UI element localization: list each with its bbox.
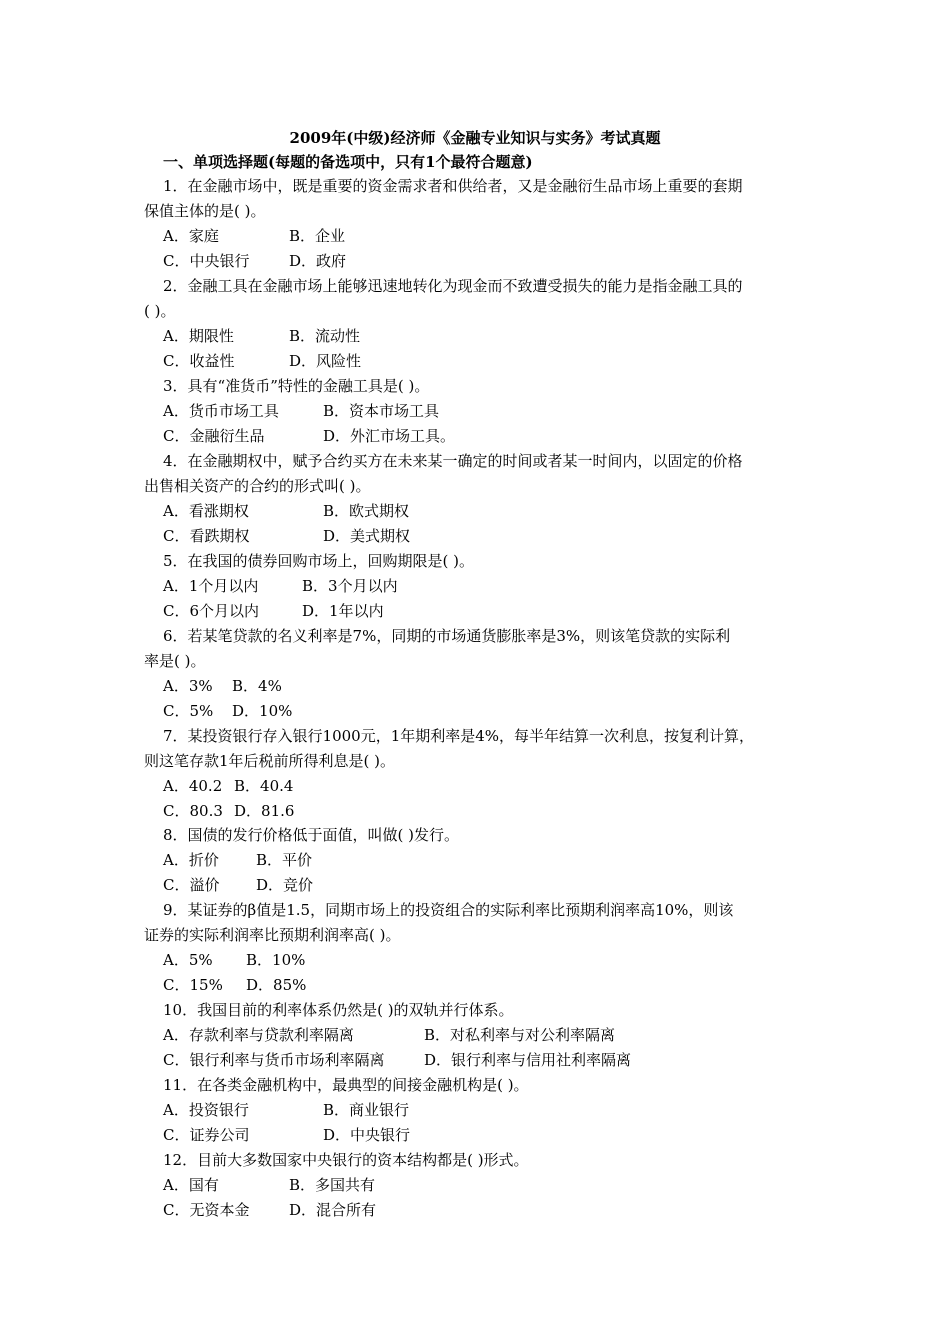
answer-option: C．金融衍生品 [163,427,265,445]
answer-option: B．对私利率与对公利率隔离 [424,1026,616,1044]
question-text: 1．在金融市场中，既是重要的资金需求者和供给者，又是金融衍生品市场上重要的套期 [163,177,743,195]
answer-option: B．流动性 [289,327,361,345]
answer-option: D．1年以内 [302,602,384,620]
answer-option: B．平价 [256,851,313,869]
question-text-continued: 则这笔存款1年后税前所得利息是( )。 [144,752,396,770]
answer-option: A．货币市场工具 [163,402,279,420]
question-text: 10．我国目前的利率体系仍然是( )的双轨并行体系。 [163,1001,514,1019]
answer-option: D．外汇市场工具。 [323,427,456,445]
answer-option: A．存款利率与贷款利率隔离 [163,1026,354,1044]
question-text: 4．在金融期权中，赋予合约买方在未来某一确定的时间或者某一时间内，以固定的价格 [163,452,743,470]
question-text-continued: ( )。 [144,302,176,320]
question-text: 6．若某笔贷款的名义利率是7%，同期的市场通货膨胀率是3%，则该笔贷款的实际利 [163,627,731,645]
answer-option: D．美式期权 [323,527,411,545]
question-text: 2．金融工具在金融市场上能够迅速地转化为现金而不致遭受损失的能力是指金融工具的 [163,277,743,295]
answer-option: B．3个月以内 [302,577,398,595]
answer-option: D．81.6 [234,802,295,820]
answer-option: B．多国共有 [289,1176,376,1194]
answer-option: A．期限性 [163,327,234,345]
answer-option: D．混合所有 [289,1201,377,1219]
answer-option: B．4% [232,677,282,695]
answer-option: B．10% [246,951,306,969]
answer-option: A．国有 [163,1176,219,1194]
question-text: 12．目前大多数国家中央银行的资本结构都是( )形式。 [163,1151,529,1169]
answer-option: D．银行利率与信用社利率隔离 [424,1051,632,1069]
answer-option: C．15% [163,976,223,994]
answer-option: B．资本市场工具 [323,402,440,420]
answer-option: A．3% [163,677,213,695]
answer-option: C．6个月以内 [163,602,260,620]
answer-option: A．40.2 [163,777,223,795]
answer-option: C．80.3 [163,802,223,820]
answer-option: D．中央银行 [323,1126,411,1144]
answer-option: A．家庭 [163,227,219,245]
document-title: 2009年(中级)经济师《金融专业知识与实务》考试真题 [289,129,661,147]
answer-option: D．竞价 [256,876,314,894]
question-text: 5．在我国的债券回购市场上，回购期限是( )。 [163,552,475,570]
answer-option: C．看跌期权 [163,527,250,545]
answer-option: D．政府 [289,252,347,270]
answer-option: C．中央银行 [163,252,250,270]
answer-option: D．10% [232,702,293,720]
answer-option: B．企业 [289,227,346,245]
answer-option: B．欧式期权 [323,502,410,520]
answer-option: B．商业银行 [323,1101,410,1119]
question-text-continued: 出售相关资产的合约的形式叫( )。 [144,477,371,495]
answer-option: A．5% [163,951,213,969]
question-text: 8．国债的发行价格低于面值，叫做( )发行。 [163,826,460,844]
question-text-continued: 保值主体的是( )。 [144,202,266,220]
answer-option: C．证券公司 [163,1126,250,1144]
question-text: 11．在各类金融机构中，最典型的间接金融机构是( )。 [163,1076,529,1094]
answer-option: B．40.4 [234,777,294,795]
answer-option: A．折价 [163,851,219,869]
answer-option: C．收益性 [163,352,235,370]
question-text: 3．具有“准货币”特性的金融工具是( )。 [163,377,430,395]
answer-option: C．5% [163,702,214,720]
answer-option: C．银行利率与货币市场利率隔离 [163,1051,385,1069]
answer-option: A．1个月以内 [163,577,259,595]
question-text-continued: 率是( )。 [144,652,206,670]
answer-option: C．无资本金 [163,1201,250,1219]
answer-option: D．风险性 [289,352,362,370]
answer-option: A．看涨期权 [163,502,249,520]
question-text: 9．某证券的β值是1.5，同期市场上的投资组合的实际利率比预期利润率高10%，则该 [163,901,734,919]
question-text: 7．某投资银行存入银行1000元，1年期利率是4%，每半年结算一次利息，按复利计算， [163,727,755,745]
answer-option: D．85% [246,976,307,994]
answer-option: A．投资银行 [163,1101,249,1119]
question-text-continued: 证券的实际利润率比预期利润率高( )。 [144,926,401,944]
section-heading: 一、单项选择题(每题的备选项中，只有1个最符合题意) [163,153,533,171]
answer-option: C．溢价 [163,876,220,894]
